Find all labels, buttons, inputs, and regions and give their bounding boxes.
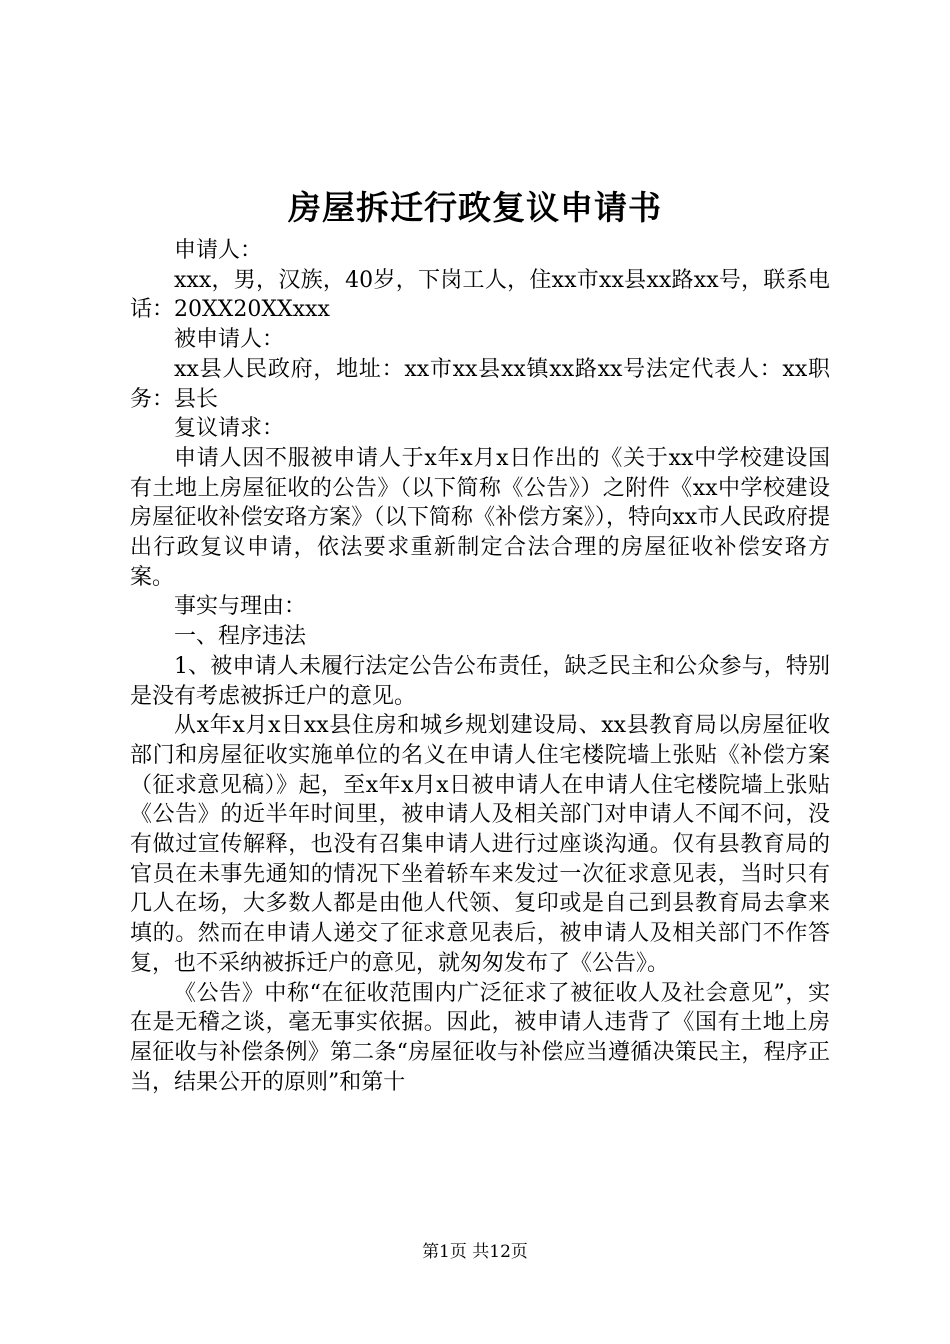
paragraph-facts-heading: 事实与理由： — [174, 594, 307, 620]
paragraph-point-one: 1、被申请人未履行法定公告公布责任，缺乏民主和公众参与，特别是没有考虑被拆迁户的意见。 — [130, 653, 830, 709]
paragraph-applicant-heading: 申请人： — [174, 238, 263, 263]
page-number-footer: 第1页 共12页 — [422, 1242, 528, 1262]
document-body — [130, 236, 830, 1097]
paragraph-request-body: 申请人因不服被申请人于x年x月x日作出的《关于xx中学校建设国有土地上房屋征收的公告》（以下简称《公告》）之附件《xx中学校建设房屋征收补偿安珞方案》（以下简称《补偿方案》），特向xx市人民政府提出行政复议申请，依法要求重新制定合法合理的房屋征收补偿安珞方案。 — [130, 445, 830, 590]
document-title: 房屋拆迁行政复议申请书 — [288, 188, 662, 227]
paragraph-request-heading: 复议请求： — [174, 416, 285, 442]
paragraph-respondent-heading: 被申请人： — [174, 327, 285, 353]
paragraph-respondent-info: xx县人民政府，地址：xx市xx县xx镇xx路xx号法定代表人：xx职务：县长 — [130, 356, 830, 412]
paragraph-timeline: 从x年x月x日xx县住房和城乡规划建设局、xx县教育局以房屋征收部门和房屋征收实施单位的名义在申请人住宅楼院墙上张贴《补偿方案（征求意见稿）》起，至x年x月x日被申请人在申请人住宅楼院墙上张贴《公告》的近半年时间里，被申请人及相关部门对申请人不闻不问，没有做过宣传解释，也没有召集申请人进行过座谈沟通。仅有县教育局的官员在未事先通知的情况下坐着轿车来发过一次征求意见表，当时只有几人在场，大多数人都是由他人代领、复印或是自己到县教育局去拿来填的。然而在申请人递交了征求意见表后，被申请人及相关部门不作答复，也不采纳被拆迁户的意见，就匆匆发布了《公告》。 — [130, 713, 830, 976]
paragraph-section-one: 一、程序违法 — [174, 624, 307, 650]
paragraph-announcement: 《公告》中称“在征收范围内广泛征求了被征收人及社会意见”，实在是无稽之谈，毫无事实依据。因此，被申请人违背了《国有土地上房屋征收与补偿条例》第二条“房屋征收与补偿应当遵循决策民主，程序正当，结果公开的原则”和第十 — [130, 980, 830, 1095]
paragraph-applicant-info: xxx，男，汉族，40岁，下岗工人，住xx市xx县xx路xx号，联系电话：20XX20XXxxx — [130, 267, 830, 323]
